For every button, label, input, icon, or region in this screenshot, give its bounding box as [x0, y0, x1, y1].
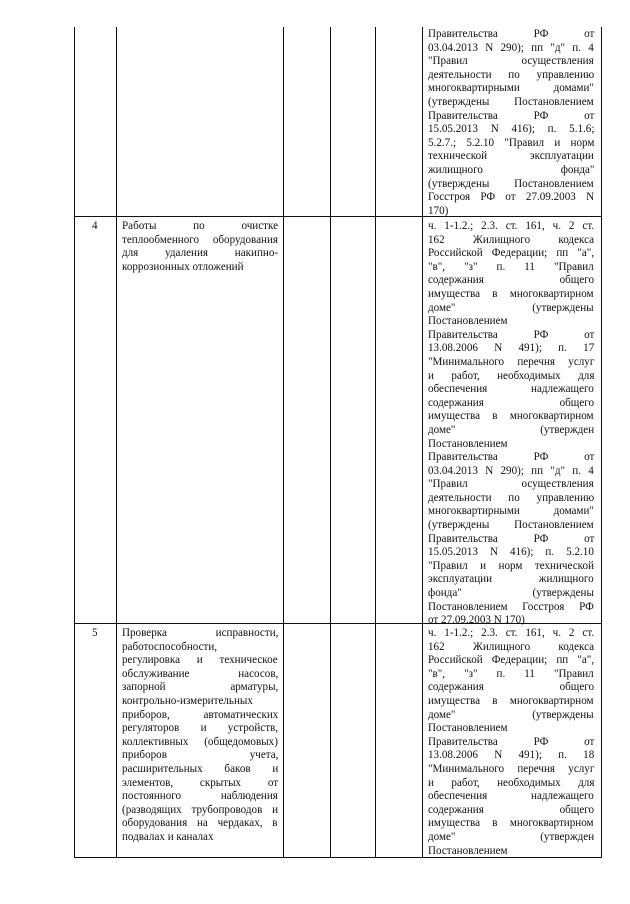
- table-column-divider-3: [330, 27, 331, 858]
- work-description: [122, 627, 278, 845]
- text-line: Российской Федерации; пп "а",: [428, 247, 595, 260]
- text-line: имущества в многоквартирном: [428, 287, 594, 300]
- text-line: Правительства РФ от: [428, 328, 595, 341]
- text-line: "Правил и норм технической: [428, 559, 594, 572]
- text-line: доме" (утверждены: [428, 301, 594, 314]
- text-line: имущества в многоквартирном: [428, 694, 594, 707]
- text-line: Работы по очистке: [122, 220, 279, 232]
- text-line: многоквартирными домами": [428, 505, 594, 518]
- text-line: Постановлением Госстроя РФ: [428, 600, 594, 613]
- text-line: и работ, необходимых для: [428, 369, 595, 382]
- text-line: Правительства РФ от: [428, 28, 595, 40]
- table-column-divider-2: [283, 27, 284, 858]
- text-line: содержания общего: [428, 274, 595, 287]
- text-line: технической эксплуатации: [428, 150, 594, 163]
- legal-basis: [428, 220, 594, 628]
- text-line: содержания общего: [428, 681, 595, 694]
- text-line: Правительства РФ от: [428, 735, 595, 748]
- row-number: 5: [92, 627, 98, 639]
- text-line: имущества в многоквартирном: [428, 410, 594, 423]
- text-line: и работ, необходимых для: [428, 776, 595, 789]
- text-line: эксплуатации жилищного: [428, 573, 594, 586]
- text-line: (разводящих трубопроводов и: [122, 803, 279, 816]
- text-line: для удаления накипно-: [122, 247, 279, 260]
- text-line: "Правил осуществления: [428, 478, 594, 491]
- text-line: постоянного наблюдения: [122, 790, 278, 803]
- text-line: "в", "з" п. 11 "Правил: [428, 260, 594, 273]
- text-line: "Минимального перечня услуг: [428, 355, 595, 368]
- text-line: "в", "з" п. 11 "Правил: [428, 667, 594, 680]
- text-line: 5.2.7.; 5.2.10 "Правил и норм: [428, 136, 595, 149]
- table-column-divider-5: [422, 27, 423, 858]
- table-column-divider-4: [375, 27, 376, 858]
- text-line: приборов учета,: [122, 749, 279, 762]
- text-line: от 27.09.2003 N 170): [428, 614, 525, 627]
- text-line: элементов, скрытых от: [122, 776, 279, 789]
- text-line: 03.04.2013 N 290); пп "д" п. 4: [428, 41, 594, 54]
- text-line: жилищного фонда": [428, 163, 595, 176]
- text-line: "Правил осуществления: [428, 55, 594, 68]
- row-number: 4: [92, 220, 98, 232]
- text-line: Госстроя РФ от 27.09.2003 N: [428, 191, 595, 204]
- text-line: приборов, автоматических: [122, 708, 279, 721]
- text-line: Постановлением: [428, 844, 508, 857]
- text-line: коллективных (общедомовых): [122, 735, 278, 748]
- text-line: (утверждены Постановлением: [428, 519, 594, 532]
- text-line: Постановлением: [428, 315, 508, 328]
- text-line: ч. 1-1.2.; 2.3. ст. 161, ч. 2 ст.: [428, 220, 595, 232]
- text-line: 162 Жилищного кодекса: [428, 233, 595, 246]
- text-line: 13.08.2006 N 491); п. 17: [428, 342, 595, 355]
- text-line: расширительных баков и: [122, 762, 279, 775]
- text-line: Российской Федерации; пп "а",: [428, 654, 595, 667]
- text-line: фонда" (утверждены: [428, 587, 594, 600]
- text-line: Постановлением: [428, 722, 508, 735]
- text-line: (утверждены Постановлением: [428, 95, 594, 108]
- text-line: оборудования на чердаках, в: [122, 817, 278, 830]
- table-border-right: [601, 27, 602, 858]
- text-line: доме" (утвержден: [428, 830, 595, 843]
- text-line: 03.04.2013 N 290); пп "д" п. 4: [428, 464, 594, 477]
- table-border-left: [74, 27, 75, 858]
- text-line: 15.05.2013 N 416); п. 5.2.10: [428, 546, 594, 559]
- text-line: Проверка исправности,: [122, 627, 279, 639]
- text-line: ч. 1-1.2.; 2.3. ст. 161, ч. 2 ст.: [428, 627, 595, 639]
- text-line: работоспособности,: [122, 640, 218, 653]
- text-line: имущества в многоквартирном: [428, 817, 594, 830]
- text-line: запорной арматуры,: [122, 681, 279, 694]
- legal-basis: [428, 627, 594, 858]
- text-line: (утверждены Постановлением: [428, 177, 594, 190]
- text-line: доме" (утверждены: [428, 708, 594, 721]
- text-line: коррозионных отложений: [122, 260, 244, 273]
- text-line: 170): [428, 204, 449, 217]
- text-line: Правительства РФ от: [428, 109, 595, 122]
- work-description: [122, 220, 278, 274]
- continuation-legal-basis: [428, 28, 594, 218]
- text-line: содержания общего: [428, 396, 595, 409]
- text-line: Правительства РФ от: [428, 532, 595, 545]
- text-line: теплообменного оборудования: [122, 233, 279, 246]
- text-line: доме" (утвержден: [428, 423, 595, 436]
- text-line: деятельности по управлению: [428, 491, 595, 504]
- text-line: обеспечения надлежащего: [428, 790, 594, 803]
- text-line: контрольно-измерительных: [122, 694, 253, 707]
- table-column-divider-1: [116, 27, 117, 858]
- text-line: Постановлением: [428, 437, 508, 450]
- text-line: "Минимального перечня услуг: [428, 762, 595, 775]
- text-line: 162 Жилищного кодекса: [428, 640, 595, 653]
- text-line: 13.08.2006 N 491); п. 18: [428, 749, 595, 762]
- text-line: 15.05.2013 N 416); п. 5.1.6;: [428, 123, 595, 136]
- text-line: обслуживание насосов,: [122, 667, 279, 680]
- text-line: содержания общего: [428, 803, 595, 816]
- text-line: регулировка и техническое: [122, 654, 278, 667]
- text-line: Правительства РФ от: [428, 451, 595, 464]
- text-line: деятельности по управлению: [428, 68, 595, 81]
- text-line: обеспечения надлежащего: [428, 383, 594, 396]
- text-line: многоквартирными домами": [428, 82, 594, 95]
- text-line: подвалах и каналах: [122, 830, 214, 843]
- text-line: регуляторов и устройств,: [122, 722, 279, 735]
